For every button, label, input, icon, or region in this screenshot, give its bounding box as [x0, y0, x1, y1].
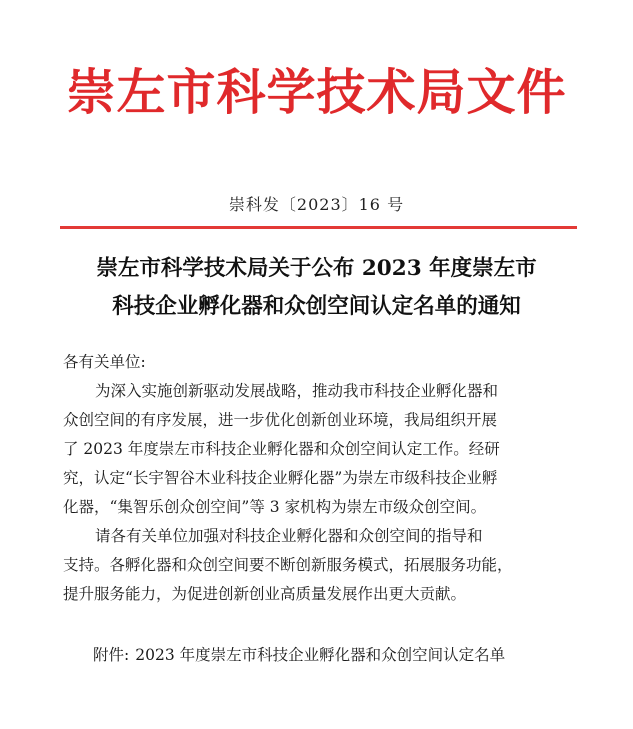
paragraph-line: 为深入实施创新驱动发展战略，推动我市科技企业孵化器和	[95, 382, 499, 400]
paragraph-line: 提升服务能力，为促进创新创业高质量发展作出更大贡献。	[63, 585, 467, 603]
attachment-label: 附件:	[93, 646, 130, 664]
body-paragraph	[63, 377, 583, 522]
notice-title-line-1: 崇左市科学技术局关于公布 2023 年度崇左市	[96, 256, 537, 281]
paragraph-line: 众创空间的有序发展，进一步优化创新创业环境，我局组织开展	[63, 411, 498, 429]
body-paragraph	[63, 522, 583, 609]
paragraph-line: 化器，“集智乐创众创空间”等 3 家机构为崇左市级众创空间。	[63, 498, 487, 516]
paragraph-line: 了 2023 年度崇左市科技企业孵化器和众创空间认定工作。经研	[63, 440, 500, 458]
notice-title	[40, 250, 593, 326]
salutation: 各有关单位:	[63, 353, 146, 371]
issuing-authority-header: 崇左市科学技术局文件	[66, 63, 567, 121]
attachment-note	[93, 643, 505, 665]
paragraph-line: 究，认定“长宇智谷木业科技企业孵化器”为崇左市级科技企业孵	[63, 469, 498, 487]
document-number: 崇科发〔2023〕16 号	[228, 195, 405, 214]
attachment-title: 2023 年度崇左市科技企业孵化器和众创空间认定名单	[135, 646, 506, 664]
paragraph-line: 请各有关单位加强对科技企业孵化器和众创空间的指导和	[95, 527, 483, 545]
notice-title-line-2: 科技企业孵化器和众创空间认定名单的通知	[112, 294, 521, 319]
paragraph-line: 支持。各孵化器和众创空间要不断创新服务模式，拓展服务功能，	[63, 556, 513, 574]
notice-body	[63, 348, 583, 609]
red-divider-line	[60, 226, 577, 229]
